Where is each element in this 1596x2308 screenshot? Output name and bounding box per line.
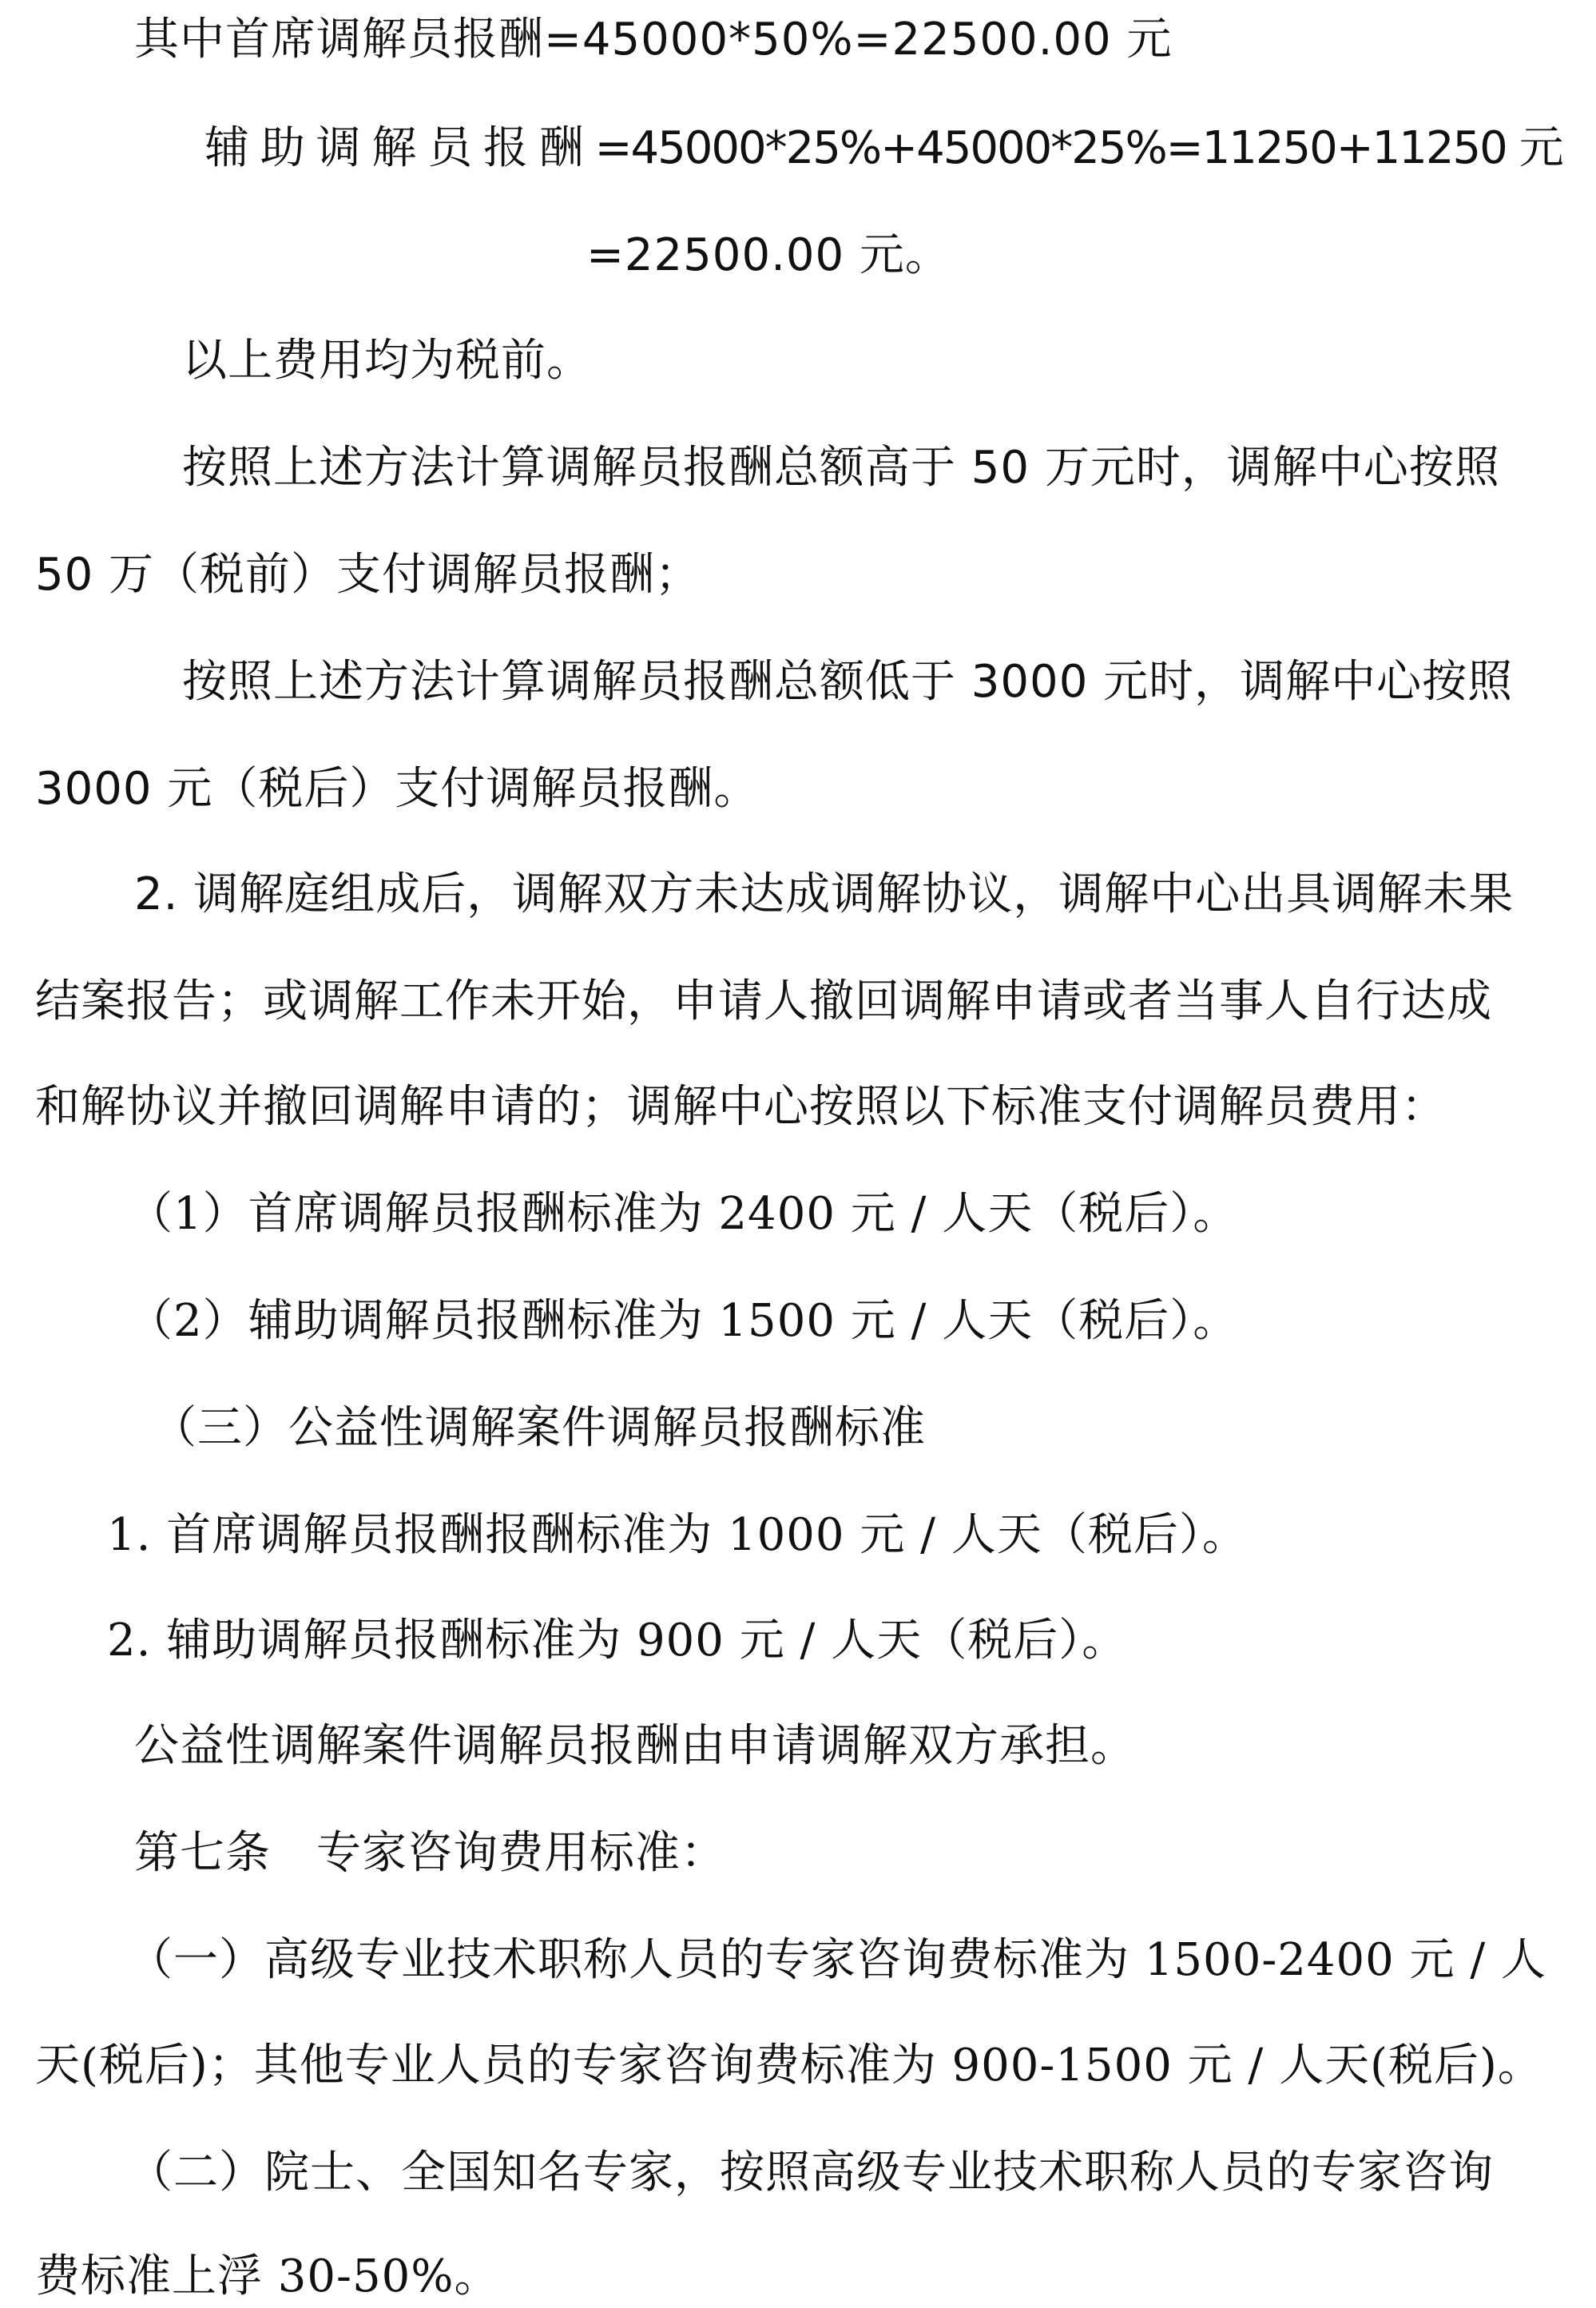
text-line-academician-fee-1: （二）院士、全国知名专家，按照高级专业技术职称人员的专家咨询 [128, 2147, 1494, 2199]
text-line-assistant-rate-unresolved: （2）辅助调解员报酬标准为 1500 元 / 人天（税后）。 [128, 1295, 1239, 1347]
text-line-expert-fee-1: （一）高级专业技术职称人员的专家咨询费标准为 1500-2400 元 / 人 [128, 1934, 1547, 1986]
article-heading-expert-fee: 第七条 专家咨询费用标准： [134, 1827, 726, 1879]
text-line-public-chief-rate: 1. 首席调解员报酬报酬标准为 1000 元 / 人天（税后）。 [107, 1509, 1248, 1561]
text-line-chief-rate-unresolved: （1）首席调解员报酬标准为 2400 元 / 人天（税后）。 [128, 1188, 1239, 1240]
text-line-upper-limit-2: 50 万（税前）支付调解员报酬； [35, 549, 701, 601]
text-line-upper-limit-1: 按照上述方法计算调解员报酬总额高于 50 万元时，调解中心按照 [182, 442, 1500, 494]
text-line-public-assistant-rate: 2. 辅助调解员报酬标准为 900 元 / 人天（税后）。 [107, 1615, 1128, 1666]
text-line-assistant-fee-total: =22500.00 元。 [586, 229, 951, 281]
text-line-pretax-note: 以上费用均为税前。 [182, 335, 592, 387]
text-line-lower-limit-1: 按照上述方法计算调解员报酬总额低于 3000 元时，调解中心按照 [182, 656, 1514, 708]
section-heading-public-welfare: （三）公益性调解案件调解员报酬标准 [152, 1402, 926, 1454]
text-line-item-2-para-1: 2. 调解庭组成后，调解双方未达成调解协议，调解中心出具调解未果 [134, 868, 1515, 920]
text-line-assistant-fee-calc: 辅 助 调 解 员 报 酬 =45000*25%+45000*25%=11250+11250 元 [204, 122, 1562, 174]
text-line-chief-fee-calc: 其中首席调解员报酬=45000*50%=22500.00 元 [134, 14, 1173, 66]
text-line-item-2-para-2: 结案报告；或调解工作未开始，申请人撤回调解申请或者当事人自行达成 [35, 975, 1492, 1027]
text-line-expert-fee-2: 天(税后)；其他专业人员的专家咨询费标准为 900-1500 元 / 人天(税后)。 [35, 2040, 1543, 2092]
text-line-lower-limit-2: 3000 元（税后）支付调解员报酬。 [35, 763, 760, 815]
text-line-public-fee-bearer: 公益性调解案件调解员报酬由申请调解双方承担。 [134, 1720, 1136, 1772]
text-line-item-2-para-3: 和解协议并撤回调解申请的；调解中心按照以下标准支付调解员费用： [35, 1081, 1447, 1133]
text-line-academician-fee-2: 费标准上浮 30-50%。 [35, 2250, 500, 2302]
